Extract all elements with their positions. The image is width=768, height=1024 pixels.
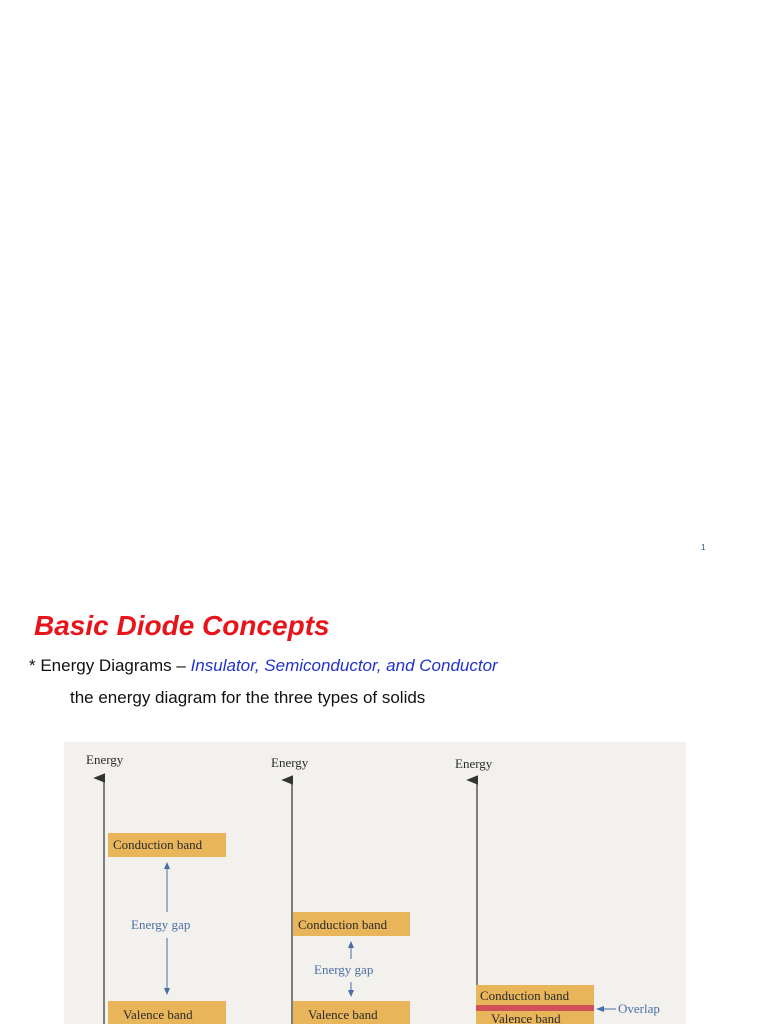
diagram-insulator xyxy=(86,752,226,1024)
energy-axis-label: Energy xyxy=(86,752,124,767)
valence-band-label: Valence band xyxy=(308,1007,378,1022)
energy-band-figure xyxy=(64,742,686,1024)
valence-band-label: Valence band xyxy=(491,1011,561,1024)
energy-gap-label: Energy gap xyxy=(131,917,191,932)
diagram-semiconductor xyxy=(271,755,410,1024)
energy-gap-label: Energy gap xyxy=(314,962,374,977)
valence-band-label: Valence band xyxy=(123,1007,193,1022)
diagram-conductor xyxy=(455,756,660,1024)
energy-band-svg xyxy=(64,742,686,1024)
slide-title: Basic Diode Concepts xyxy=(34,610,330,641)
bullet-emphasis: Insulator, Semiconductor, and Conductor xyxy=(190,656,498,675)
bullet-prefix: * Energy Diagrams – xyxy=(29,656,191,675)
bullet-energy-diagrams xyxy=(29,656,498,676)
energy-axis-label: Energy xyxy=(271,755,309,770)
bullet-subtext: the energy diagram for the three types of solids xyxy=(70,688,426,707)
conduction-band-label: Conduction band xyxy=(480,988,570,1003)
overlap-label: Overlap xyxy=(618,1001,660,1016)
page-number: 1 xyxy=(701,543,706,552)
conduction-band-label: Conduction band xyxy=(113,837,203,852)
energy-axis-label: Energy xyxy=(455,756,493,771)
conduction-band-label: Conduction band xyxy=(298,917,388,932)
